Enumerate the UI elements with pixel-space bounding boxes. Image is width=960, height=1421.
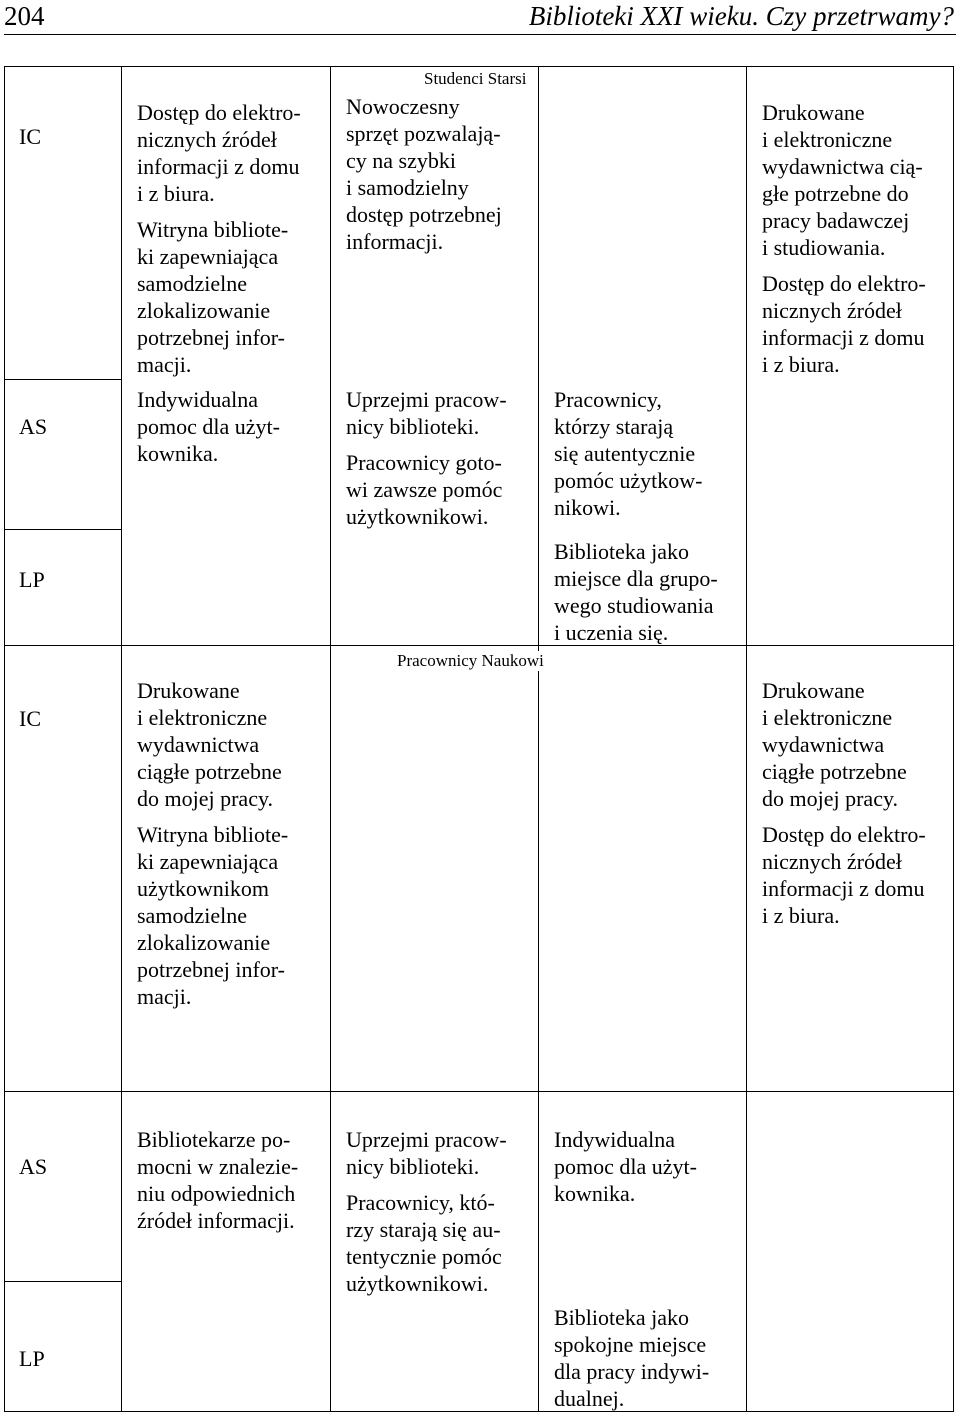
row-code: AS	[19, 1154, 48, 1179]
table-cell	[554, 1304, 740, 1421]
table-cell	[762, 677, 948, 938]
cell-text: Dostęp do elektro- nicznych źródeł informacji z domu i z biura.	[762, 822, 926, 928]
table-cell	[346, 93, 532, 264]
cell-text: Uprzejmi pracow- nicy biblioteki.	[346, 1127, 507, 1179]
cell-text: Pracownicy, któ- rzy starają się au- tentycznie pomóc użytkownikowi.	[346, 1190, 502, 1296]
table-cell	[554, 1126, 740, 1216]
column-divider	[121, 67, 122, 1411]
page-header	[0, 0, 960, 34]
row-divider	[5, 529, 121, 530]
cell-text: Drukowane i elektroniczne wydawnictwa cią- głe potrzebne do pracy badawczej i studiowania.	[762, 100, 923, 260]
table-cell	[137, 677, 323, 1019]
table-cell	[346, 1126, 532, 1306]
table-cell	[137, 386, 323, 476]
cell-text: Indywidualna pomoc dla użyt- kownika.	[554, 1127, 697, 1206]
table-cell	[762, 99, 948, 387]
row-divider	[5, 1091, 953, 1092]
cell-text: Witryna bibliote- ki zapewniająca samodzielne zlokalizowanie potrzebnej infor- macji.	[137, 217, 289, 377]
row-divider	[5, 1281, 121, 1282]
column-divider	[746, 67, 747, 1411]
page-number: 204	[4, 1, 45, 31]
table-cell	[554, 538, 740, 655]
cell-text: Indywidualna pomoc dla użyt- kownika.	[137, 387, 280, 466]
cell-text: Nowoczesny sprzęt pozwalają- cy na szybki i samodzielny dostęp potrzebnej informacji.	[346, 94, 502, 254]
row-code: IC	[19, 124, 41, 149]
table-cell	[346, 386, 532, 539]
column-divider	[538, 67, 539, 1411]
row-code: AS	[19, 414, 48, 439]
group-label-students: Studenci Starsi	[420, 69, 530, 89]
cell-text: Drukowane i elektroniczne wydawnictwa ciągłe potrzebne do mojej pracy.	[137, 678, 282, 811]
cell-text: Dostęp do elektro- nicznych źródeł informacji z domu i z biura.	[762, 271, 926, 377]
group-label-researchers: Pracownicy Naukowi	[393, 651, 548, 671]
table-cell	[137, 1126, 323, 1243]
cell-text: Biblioteka jako miejsce dla grupo- wego studiowania i uczenia się.	[554, 539, 718, 645]
cell-text: Dostęp do elektro- nicznych źródeł informacji z domu i z biura.	[137, 100, 301, 206]
cell-text: Pracownicy goto- wi zawsze pomóc użytkownikowi.	[346, 450, 503, 529]
running-title: Biblioteki XXI wieku. Czy przetrwamy?	[528, 1, 954, 31]
column-divider	[330, 67, 331, 1411]
cell-text: Uprzejmi pracow- nicy biblioteki.	[346, 387, 507, 439]
row-code: LP	[19, 567, 45, 592]
row-code: LP	[19, 1346, 45, 1371]
priority-table	[4, 66, 954, 1412]
row-divider	[5, 379, 121, 380]
header-rule	[4, 34, 956, 35]
row-code: IC	[19, 706, 41, 731]
cell-text: Biblioteka jako spokojne miejsce dla pracy indywi- dualnej.	[554, 1305, 710, 1411]
table-cell	[554, 386, 740, 530]
cell-text: Drukowane i elektroniczne wydawnictwa ciągłe potrzebne do mojej pracy.	[762, 678, 907, 811]
cell-text: Bibliotekarze po- mocni w znalezie- niu odpowiednich źródeł informacji.	[137, 1127, 299, 1233]
row-divider	[5, 645, 953, 646]
table-cell	[137, 99, 323, 387]
cell-text: Witryna bibliote- ki zapewniająca użytkownikom samodzielne zlokalizowanie potrzebnej infor- macji.	[137, 822, 289, 1009]
cell-text: Pracownicy, którzy starają się autentycznie pomóc użytkow- nikowi.	[554, 387, 703, 520]
